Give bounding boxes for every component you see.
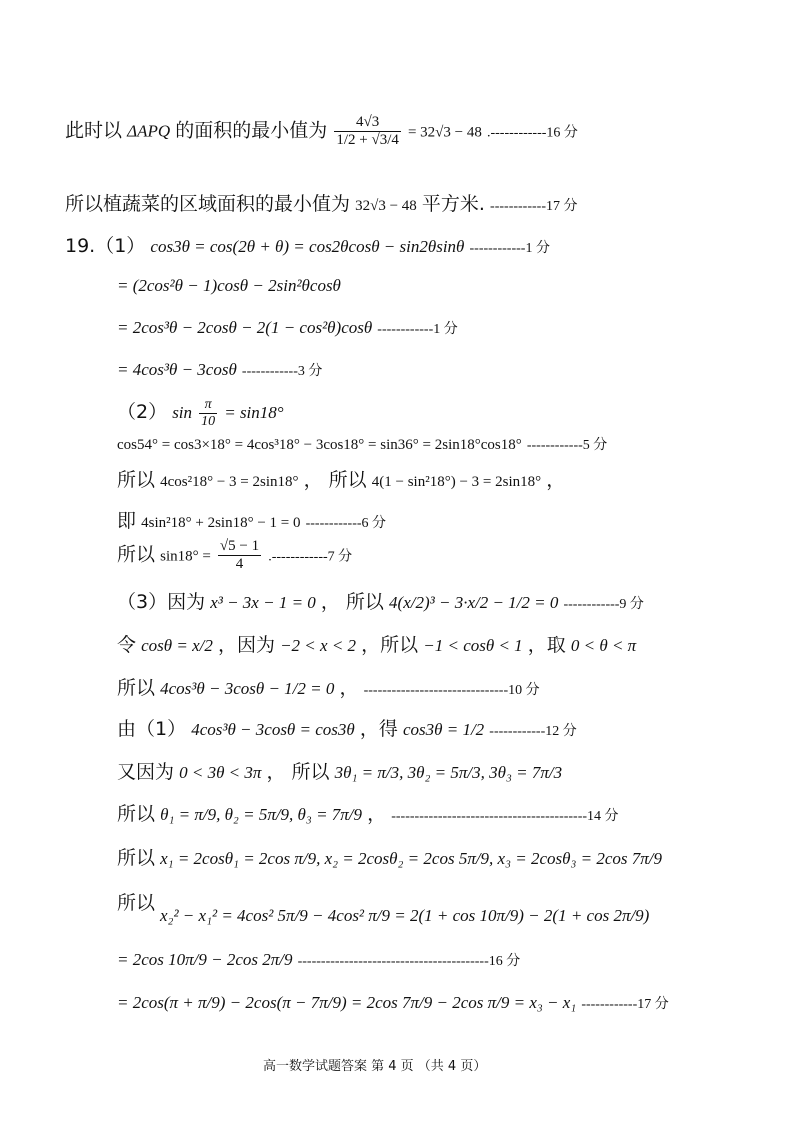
q19-part3-line1	[117, 587, 644, 614]
part-label: （2）	[117, 401, 168, 424]
math: 0 < 3θ < 3π	[179, 763, 262, 782]
math: = sin18°	[224, 403, 284, 423]
q19-part1-line3	[117, 318, 458, 338]
q19-part3-line7	[117, 843, 662, 870]
math: = 4cos³θ − 3cosθ	[117, 360, 237, 379]
q19-part3-line2	[117, 630, 636, 657]
math: = 2cos³θ − 2cosθ − 2(1 − cos²θ)cosθ	[117, 318, 373, 337]
solution-line-1	[65, 114, 578, 150]
math: cos3θ = cos(2θ + θ) = cos2θcosθ − sin2θsinθ	[150, 237, 465, 256]
text: 此时以	[65, 119, 123, 142]
math: x₂² − x₁² = 4cos² 5π/9 − 4cos² π/9 = 2(1 + cos 10π/9) − 2(1 + cos 2π/9)	[160, 906, 650, 925]
text: 所以植蔬菜的区域面积的最小值为	[65, 193, 351, 215]
score-marker: ------------5 分	[526, 438, 608, 453]
q19-part3-line5	[117, 757, 562, 784]
text: 平方米.	[421, 193, 485, 215]
math: sin18° =	[160, 548, 211, 565]
question-label: 19.（1）	[65, 235, 146, 257]
fraction	[334, 114, 401, 150]
score-marker: -----------------------------------------16 分	[297, 954, 521, 969]
score-marker: -------------------------------10 分	[363, 683, 540, 698]
math: −2 < x < 2	[280, 636, 357, 655]
math: x₁ = 2cosθ₁ = 2cos π/9, x₂ = 2cosθ₂ = 2cos 5π/9, x₃ = 2cosθ₃ = 2cos 7π/9	[160, 849, 663, 868]
q19-part2-line4	[117, 506, 386, 533]
q19-part3-line8-math	[160, 906, 649, 926]
text: 所以	[117, 677, 156, 699]
fraction	[199, 397, 217, 430]
page-footer	[263, 1055, 486, 1074]
q19-part1-line2	[117, 276, 341, 296]
fraction-denominator: 10	[201, 414, 216, 430]
math: cosθ = x/2	[141, 636, 213, 655]
math: θ₁ = π/9, θ₂ = 5π/9, θ₃ = 7π/9	[160, 805, 363, 824]
text: ， 所以	[320, 591, 384, 613]
text: ，	[546, 469, 566, 491]
text: ，所以	[361, 634, 419, 656]
math: 4cos³θ − 3cosθ − 1/2 = 0	[160, 679, 335, 698]
q19-part1-line1	[65, 231, 550, 258]
text: 由（1）	[117, 718, 187, 740]
q19-part3-line6	[117, 799, 619, 826]
score-marker: ------------9 分	[563, 597, 644, 612]
q19-part3-line9	[117, 950, 520, 970]
math: = 2cos(π + π/9) − 2cos(π − 7π/9) = 2cos 7π/9 − 2cos π/9 = x₃ − x₁	[117, 993, 577, 1012]
text: （3）因为	[117, 591, 206, 613]
math: 32√3 − 48	[355, 198, 417, 214]
score-marker: ------------17 分	[581, 997, 669, 1012]
q19-part3-line3	[117, 673, 540, 700]
q19-part2-line3	[117, 465, 565, 492]
math: 4sin²18° + 2sin18° − 1 = 0	[141, 515, 301, 531]
math: = 2cos 10π/9 − 2cos 2π/9	[117, 950, 293, 969]
math-result: = 32√3 − 48	[407, 124, 482, 141]
score-marker: ------------1 分	[377, 322, 458, 337]
text: 所以	[117, 469, 156, 491]
text: ，取	[527, 634, 566, 656]
text: 所以	[117, 892, 156, 914]
q19-part3-line8	[117, 888, 155, 915]
math-triangle: ΔAPQ	[127, 121, 171, 141]
score-marker: ------------3 分	[241, 364, 323, 379]
q19-part3-line10	[117, 993, 669, 1013]
math: 4cos³θ − 3cosθ = cos3θ	[191, 720, 355, 739]
math: −1 < cosθ < 1	[423, 636, 523, 655]
math: 4(1 − sin²18°) − 3 = 2sin18°	[371, 474, 542, 490]
q19-part2-line2	[117, 434, 607, 454]
text: 的面积的最小值为	[175, 119, 328, 142]
score-marker: .------------7 分	[268, 549, 353, 565]
fraction	[218, 538, 261, 574]
text: ，	[367, 803, 387, 825]
text: 即	[117, 510, 137, 532]
fraction-numerator: √5 − 1	[218, 538, 261, 556]
text: 又因为	[117, 761, 175, 783]
text: 所以	[117, 543, 156, 566]
fraction-numerator: π	[199, 397, 217, 414]
score-marker: ------------17 分	[490, 199, 578, 214]
text: ，得	[359, 718, 398, 740]
q19-part3-line4	[117, 714, 577, 741]
fraction-denominator: 4	[235, 556, 244, 573]
text: 所以	[117, 803, 156, 825]
math: x³ − 3x − 1 = 0	[210, 593, 316, 612]
score-marker: ------------6 分	[305, 516, 387, 531]
math: 3θ₁ = π/3, 3θ₂ = 5π/3, 3θ₃ = 7π/3	[334, 763, 563, 782]
q19-part2-line5	[117, 538, 352, 574]
math: 4(x/2)³ − 3·x/2 − 1/2 = 0	[389, 593, 559, 612]
score-marker: ------------12 分	[489, 724, 577, 739]
math: cos3θ = 1/2	[402, 720, 485, 739]
math: sin	[172, 403, 193, 423]
math: 0 < θ < π	[570, 636, 637, 655]
q19-part2-line1	[117, 397, 284, 430]
fraction-numerator: 4√3	[334, 114, 401, 132]
text: ， 所以	[303, 469, 367, 491]
text: ， 所以	[266, 761, 330, 783]
footer-text: 高一数学试题答案 第 4 页 （共 4 页）	[263, 1059, 487, 1074]
score-marker: ------------------------------------------14 分	[391, 809, 619, 824]
solution-line-2	[65, 189, 578, 216]
score-marker: ------------1 分	[469, 241, 550, 256]
math: = (2cos²θ − 1)cosθ − 2sin²θcosθ	[117, 276, 341, 295]
q19-part1-line4	[117, 360, 322, 380]
text: 所以	[117, 847, 156, 869]
fraction-denominator: 1/2 + √3/4	[336, 132, 399, 149]
math: cos54° = cos3×18° = 4cos³18° − 3cos18° = sin36° = 2sin18°cos18°	[117, 437, 522, 453]
math: 4cos²18° − 3 = 2sin18°	[160, 474, 299, 490]
text: ，因为	[217, 634, 275, 656]
text: ，	[339, 677, 359, 699]
text: 令	[117, 634, 137, 656]
score-marker: .------------16 分	[486, 125, 578, 141]
